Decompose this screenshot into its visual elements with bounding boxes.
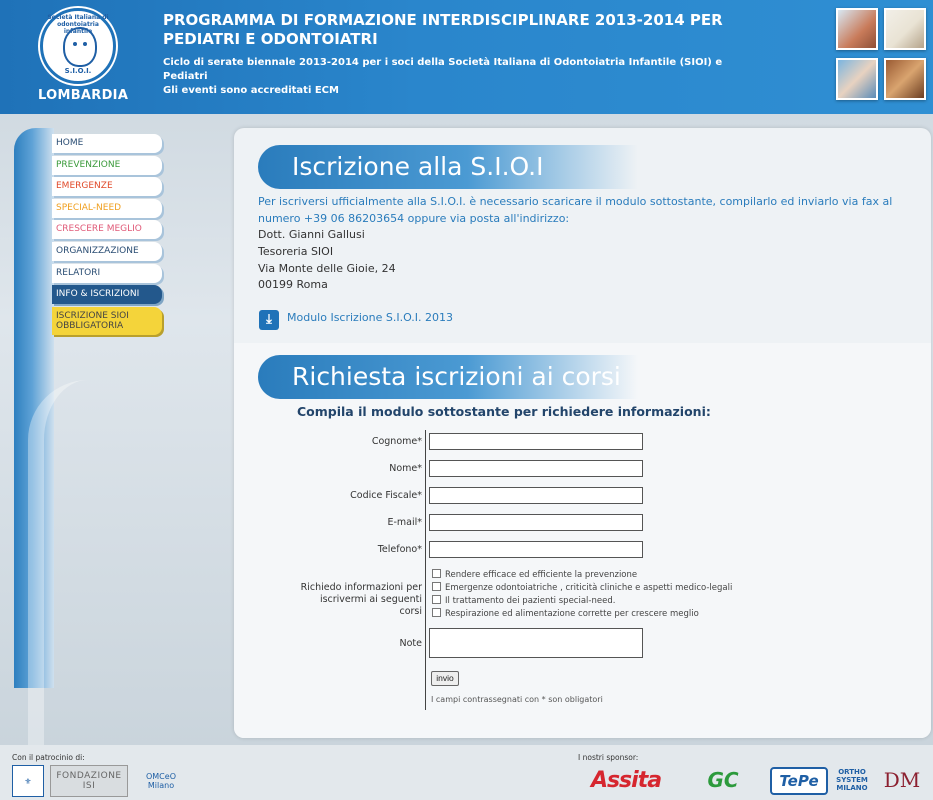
download-form-link[interactable]: Modulo Iscrizione S.I.O.I. 2013 [287,311,454,324]
sponsor-logo-assita[interactable]: Assita [590,767,662,793]
photo-thumbnail-3 [836,58,878,100]
region-label: LOMBARDIA [38,88,129,103]
nav-item-info-iscrizioni[interactable]: INFO & ISCRIZIONI [52,285,162,304]
email-input[interactable] [429,514,643,531]
sidebar-swoosh [28,380,228,760]
course-label: Respirazione ed alimentazione corrette per crescere meglio [445,609,699,619]
main-panel [234,128,931,738]
address-line: Tesoreria SIOI [258,244,334,258]
course-option[interactable] [432,582,732,593]
photo-thumbnail-1 [836,8,878,50]
course-option[interactable] [432,608,699,619]
sponsor-label: I nostri sponsor: [578,753,639,762]
site-header [0,0,933,114]
note-textarea[interactable] [429,628,643,658]
patron-logo-omceo[interactable]: OMCeO Milano [145,772,176,790]
nav-item-iscrizione-sioi[interactable]: ISCRIZIONE SIOI OBBLIGATORIA [52,307,162,335]
nav-item-emergenze[interactable]: EMERGENZE [52,177,162,196]
subtitle-line-2: Gli eventi sono accreditati ECM [163,85,339,96]
course-label: Emergenze odontoiatriche , criticità cliniche e aspetti medico-legali [445,583,733,593]
nav-item-home[interactable]: HOME [52,134,162,153]
checkbox[interactable] [432,582,441,591]
postal-address [258,227,396,294]
codice-fiscale-label: Codice Fiscale* [350,490,422,501]
course-option[interactable] [432,569,637,580]
nome-input[interactable] [429,460,643,477]
nav-item-relatori[interactable]: RELATORI [52,264,162,283]
footer [0,745,933,800]
sponsor-logo-ortho-system[interactable]: ORTHO SYSTEM MILANO [836,768,868,792]
note-label: Note [399,638,422,649]
section-title-sioi: Iscrizione alla S.I.O.I [258,145,638,189]
form-divider [425,430,426,710]
courses-request-label: Richiedo informazioni per iscrivermi ai seguenti corsi [300,582,422,617]
checkbox[interactable] [432,595,441,604]
photo-thumbnail-2 [884,8,926,50]
checkbox[interactable] [432,608,441,617]
submit-button[interactable]: invio [431,671,459,686]
nav-item-prevenzione[interactable]: PREVENZIONE [52,156,162,175]
address-line: 00199 Roma [258,278,328,292]
sponsor-logo-dm[interactable]: DM [883,768,921,792]
child-face-icon [63,27,97,67]
nome-label: Nome* [389,463,422,474]
section-title-courses: Richiesta iscrizioni ai corsi [258,355,638,399]
checkbox[interactable] [432,569,441,578]
address-line: Via Monte delle Gioie, 24 [258,261,396,275]
form-heading: Compila il modulo sottostante per richiedere informazioni: [297,404,711,419]
logo-ring-text: Società Italiana di odontoiatria infantile [47,14,109,35]
course-label: Rendere efficace ed efficiente la prevenzione [445,570,638,580]
sioi-logo[interactable] [40,8,116,84]
photo-thumbnail-4 [884,58,926,100]
course-option[interactable] [432,595,615,606]
telefono-label: Telefono* [377,544,422,555]
cognome-input[interactable] [429,433,643,450]
sponsor-logo-gc[interactable]: GC [707,768,739,792]
sidebar-nav [52,134,162,337]
patron-crest-icon[interactable]: ⚜ [12,765,44,797]
sioi-intro-text: Per iscriversi ufficialmente alla S.I.O.I. è necessario scaricare il modulo sottostante, compilarlo ed inviarlo via fax al numero +39 06 86203654 oppure via posta all'indirizzo: [258,195,893,225]
patron-logo-fondazione[interactable]: FONDAZIONE ISI [50,765,128,797]
logo-text: S.I.O.I. [64,67,92,75]
nav-item-organizzazione[interactable]: ORGANIZZAZIONE [52,242,162,261]
page-subtitle [163,56,763,98]
required-fields-note: I campi contrassegnati con * son obligatori [431,695,603,704]
telefono-input[interactable] [429,541,643,558]
address-line: Dott. Gianni Gallusi [258,228,365,241]
cognome-label: Cognome* [371,436,422,447]
download-icon[interactable]: ⤓ [259,310,279,330]
email-label: E-mail* [387,517,422,528]
nav-item-crescere-meglio[interactable]: CRESCERE MEGLIO [52,220,162,239]
page-title: PROGRAMMA DI FORMAZIONE INTERDISCIPLINARE 2013-2014 PER PEDIATRI E ODONTOIATRI [163,11,723,48]
subtitle-line-1: Ciclo di serate biennale 2013-2014 per i soci della Società Italiana di Odontoiatria Infantile (SIOI) e Pediatri [163,57,723,82]
patrocinio-label: Con il patrocinio di: [12,753,85,762]
course-label: Il trattamento dei pazienti special-need. [445,596,616,606]
codice-fiscale-input[interactable] [429,487,643,504]
nav-item-special-need[interactable]: SPECIAL-NEED [52,199,162,218]
sponsor-logo-tepe[interactable]: TePe [770,767,828,795]
